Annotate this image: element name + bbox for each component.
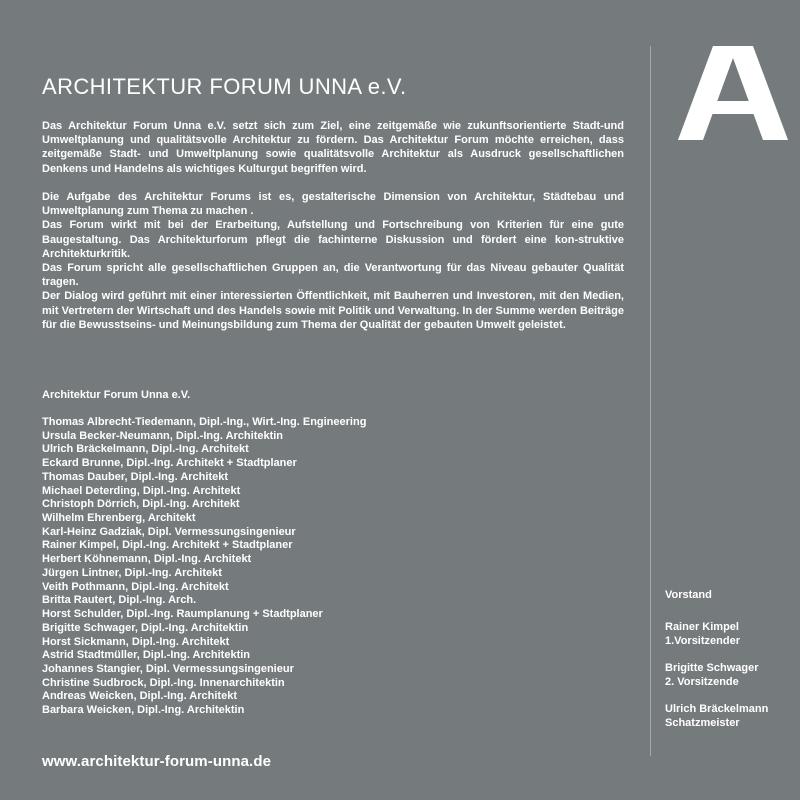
intro-paragraph: Das Architektur Forum Unna e.V. setzt sich zum Ziel, eine zeitgemäße wie zukunftsorientierte Stadt-und Umweltplanung und qualitätsvolle Architektur zu fördern. Das Architektur Forum möchte erreichen, dass zeitgemäße Stadt- und Umweltplanung sowie qualitätsvolle Architektur als Ausdruck gesellschaftlichen Denkens und Handelns als wichtiges Kulturgut begriffen wird. xyxy=(42,120,624,175)
board-member-role: Schatzmeister xyxy=(665,717,740,729)
website-link[interactable]: www.architektur-forum-unna.de xyxy=(42,753,272,770)
member-list-item: Veith Pothmann, Dipl.-Ing. Architekt xyxy=(42,580,229,593)
organization-label: Architektur Forum Unna e.V. xyxy=(42,389,191,401)
mission-paragraph: Die Aufgabe des Architektur Forums ist es, gestalterische Dimension von Architektur, Städtebau und Umweltplanung zum Thema zu machen . xyxy=(42,191,624,218)
member-list-item: Michael Deterding, Dipl.-Ing. Architekt xyxy=(42,484,241,497)
mission-paragraph: Das Forum spricht alle gesellschaftlichen Gruppen an, die Verantwortung für das Niveau gebauter Qualität tragen. xyxy=(42,262,624,289)
mission-paragraph: Das Forum wirkt mit bei der Erarbeitung, Aufstellung und Fortschreibung von Kriterien für eine gute Baugestaltung. Das Architekturforum pflegt die fachinterne Diskussion und fördert eine kon-struktive Architekturkritik. xyxy=(42,219,624,260)
board-label: Vorstand xyxy=(665,589,712,601)
vertical-divider xyxy=(650,46,651,756)
member-list-item: Horst Schulder, Dipl.-Ing. Raumplanung + Stadtplaner xyxy=(42,608,323,621)
member-list-item: Barbara Weicken, Dipl.-Ing. Architektin xyxy=(42,704,245,717)
board-member-name: Ulrich Bräckelmann xyxy=(665,703,769,715)
member-list-item: Christoph Dörrich, Dipl.-Ing. Architekt xyxy=(42,498,240,511)
member-list-item: Christine Sudbrock, Dipl.-Ing. Innenarchitektin xyxy=(42,676,285,689)
member-list-item: Johannes Stangier, Dipl. Vermessungsingenieur xyxy=(42,662,294,675)
member-list-item: Rainer Kimpel, Dipl.-Ing. Architekt + Stadtplaner xyxy=(42,539,293,552)
board-member-name: Rainer Kimpel xyxy=(665,621,739,633)
member-list-item: Jürgen Lintner, Dipl.-Ing. Architekt xyxy=(42,566,222,579)
member-list-item: Ursula Becker-Neumann, Dipl.-Ing. Architektin xyxy=(42,429,284,442)
mission-paragraph: Der Dialog wird geführt mit einer interessierten Öffentlichkeit, mit Bauherren und Investoren, mit den Medien, mit Vertretern der Wirtschaft und des Handels sowie mit Politik und Verwaltung. In der Summe werden Beiträge für die Bewusstseins- und Meinungsbildung zum Thema der Qualität der gebauten Umwelt geleistet. xyxy=(42,290,624,331)
member-list-item: Eckard Brunne, Dipl.-Ing. Architekt + Stadtplaner xyxy=(42,457,297,470)
member-list-item: Astrid Stadtmüller, Dipl.-Ing. Architektin xyxy=(42,649,251,662)
board-member-role: 2. Vorsitzende xyxy=(665,676,739,688)
member-list-item: Herbert Köhnemann, Dipl.-Ing. Architekt xyxy=(42,553,252,566)
member-list-item: Britta Rautert, Dipl.-Ing. Arch. xyxy=(42,594,197,607)
board-member xyxy=(665,620,768,648)
board-member xyxy=(665,702,768,730)
member-list-item: Brigitte Schwager, Dipl.-Ing. Architektin xyxy=(42,621,249,634)
board-section xyxy=(665,588,768,743)
member-list-item: Thomas Albrecht-Tiedemann, Dipl.-Ing., Wirt.-Ing. Engineering xyxy=(42,416,367,428)
member-list-item: Ulrich Bräckelmann, Dipl.-Ing. Architekt xyxy=(42,443,249,456)
board-member xyxy=(665,661,768,689)
member-list-item: Karl-Heinz Gadziak, Dipl. Vermessungsingenieur xyxy=(42,525,296,538)
member-list-item: Wilhelm Ehrenberg, Architekt xyxy=(42,512,196,525)
member-list-item: Andreas Weicken, Dipl.-Ing. Architekt xyxy=(42,690,237,703)
page-title: ARCHITEKTUR FORUM UNNA e.V. xyxy=(42,74,407,99)
member-list xyxy=(42,416,366,718)
board-member-role: 1.Vorsitzender xyxy=(665,635,740,647)
board-member-name: Brigitte Schwager xyxy=(665,662,759,674)
member-list-item: Thomas Dauber, Dipl.-Ing. Architekt xyxy=(42,470,229,483)
letter-a-logo-icon xyxy=(678,46,788,140)
member-list-item: Horst Sickmann, Dipl.-Ing. Architekt xyxy=(42,635,230,648)
mission-section xyxy=(42,190,624,332)
